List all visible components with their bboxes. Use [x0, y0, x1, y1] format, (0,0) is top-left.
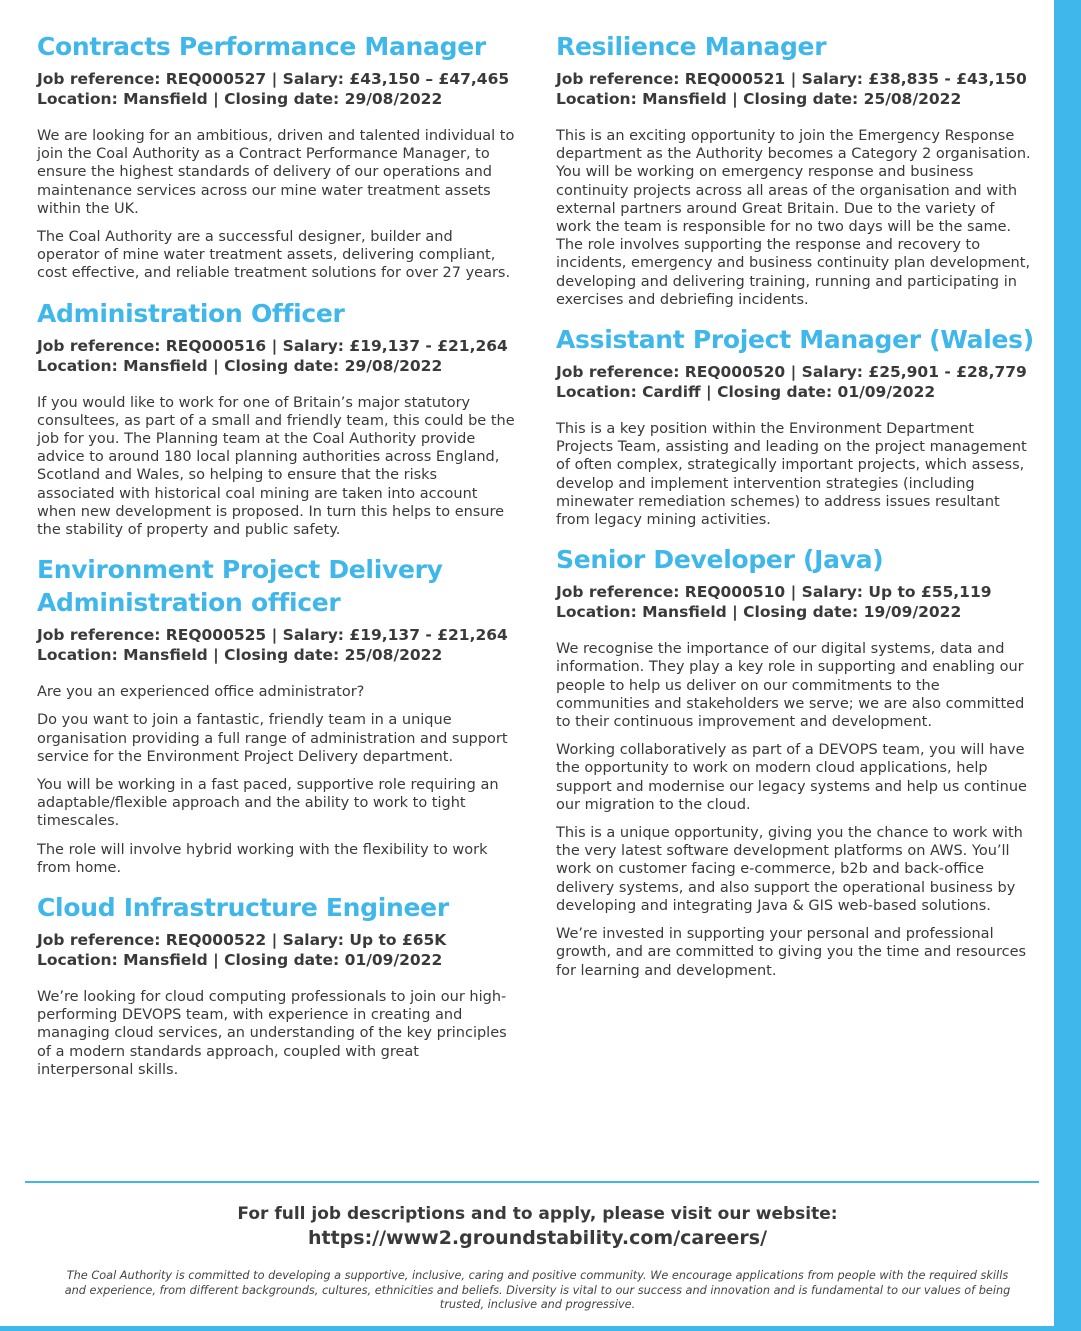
job-location-closing: Location: Mansfield | Closing date: 29/08/2022 [37, 90, 443, 108]
job-meta [556, 582, 1034, 622]
diversity-statement: The Coal Authority is committed to developing a supportive, inclusive, caring and positive community. We encourage applications from people with the required skills and experience, from different backgrounds, cultures, ethnicities and beliefs. Diversity is vital to our success and innovation and is fundamental to our values of being trusted, inclusive and progressive. [64, 1269, 1011, 1311]
job-reference-salary: Job reference: REQ000520 | Salary: £25,901 - £28,779 [556, 363, 1027, 382]
job-title: Contracts Performance Manager [37, 32, 486, 61]
job-location-closing: Location: Mansfield | Closing date: 29/08/2022 [37, 356, 443, 375]
job-title: Administration Officer [37, 298, 345, 328]
job-environment-project-delivery-admin [37, 553, 515, 877]
job-reference-salary: Job reference: REQ000522 | Salary: Up to £65K [37, 931, 447, 950]
job-title: Senior Developer (Java) [556, 545, 884, 575]
job-description: We recognise the importance of our digital systems, data and information. They play a key role in supporting and enabling our people to help us deliver on our commitments to the communities and stakeholders we serve; we are also committed to their continuous improvement and development. [556, 641, 1025, 731]
job-location-closing: Location: Mansfield | Closing date: 01/09/2022 [37, 951, 443, 970]
job-description: Are you an experienced office administrator? [37, 684, 365, 701]
footer-divider [25, 1181, 1039, 1183]
job-title: Resilience Manager [556, 32, 827, 61]
job-meta [37, 930, 515, 970]
job-location-closing: Location: Mansfield | Closing date: 25/08/2022 [556, 90, 962, 108]
job-description: Do you want to join a fantastic, friendly team in a unique organisation providing a full range of administration and support service for the Environment Project Delivery department. [37, 712, 508, 765]
job-meta [37, 69, 515, 109]
job-title: Assistant Project Manager (Wales) [556, 325, 1034, 355]
job-reference-salary: Job reference: REQ000521 | Salary: £38,835 - £43,150 [556, 70, 1027, 88]
job-location-closing: Location: Mansfield | Closing date: 19/09/2022 [556, 603, 962, 622]
job-assistant-project-manager-wales [556, 323, 1034, 529]
job-description: We’re looking for cloud computing professionals to join our high-performing DEVOPS team, with experience in creating and managing cloud services, an understanding of the key principles of a modern standards approach, coupled with great interpersonal skills. [37, 989, 507, 1078]
job-meta [556, 69, 1034, 109]
right-column [556, 30, 1034, 994]
job-description: If you would like to work for one of Britain’s major statutory consultees, as part of a small and friendly team, this could be the job for you. The Planning team at the Coal Authority provide advice to around 180 local planning authorities across England, Scotland and Wales, so helping to ensure that the risks associated with historical coal mining are taken into account when new development is proposed. In turn this helps to ensure the stability of property and public safety. [37, 394, 515, 539]
job-description: This is a unique opportunity, giving you the chance to work with the very latest software development platforms on AWS. You’ll work on customer facing e-commerce, b2b and back-office delivery systems, and also support the operational business by developing and integrating Java & GIS web-based solutions. [556, 825, 1023, 914]
job-description: The role will involve hybrid working with the flexibility to work from home. [37, 841, 488, 876]
apply-instruction: For full job descriptions and to apply, please visit our website: [237, 1204, 838, 1224]
job-description: This is a key position within the Environment Department Projects Team, assisting and leading on the project management of often complex, strategically important projects, which assess, develop and implement intervention strategies (including minewater remediation schemes) to address issues resultant from legacy mining activities. [556, 421, 1027, 529]
job-reference-salary: Job reference: REQ000516 | Salary: £19,137 - £21,264 [37, 336, 508, 355]
job-meta [556, 362, 1034, 402]
job-location-closing: Location: Cardiff | Closing date: 01/09/2022 [556, 383, 936, 402]
job-description: This is an exciting opportunity to join the Emergency Response department as the Authority becomes a Category 2 organisation. You will be working on emergency response and business continuity projects across all areas of the organisation and with external partners around Great Britain. Due to the variety of work the team is responsible for no two days will be the same. The role involves supporting the response and recovery to incidents, emergency and business continuity plan development, developing and delivering training, running and participating in exercises and debriefing incidents. [556, 128, 1031, 308]
job-description: The Coal Authority are a successful designer, builder and operator of mine water treatment assets, delivering compliant, cost effective, and reliable treatment solutions for over 27 years. [37, 229, 511, 282]
job-meta [37, 336, 515, 376]
job-administration-officer [37, 297, 515, 540]
job-cloud-infrastructure-engineer [37, 891, 515, 1079]
job-meta [37, 625, 515, 665]
job-description: You will be working in a fast paced, supportive role requiring an adaptable/flexible approach and the ability to work to tight timescales. [37, 777, 499, 830]
job-contracts-performance-manager [37, 30, 515, 283]
right-accent-bar [1054, 0, 1081, 1331]
left-column [37, 30, 515, 1093]
job-reference-salary: Job reference: REQ000510 | Salary: Up to £55,119 [556, 583, 992, 602]
job-reference-salary: Job reference: REQ000525 | Salary: £19,137 - £21,264 [37, 626, 508, 645]
job-title: Environment Project Delivery Administration officer [37, 555, 443, 618]
job-reference-salary: Job reference: REQ000527 | Salary: £43,150 – £47,465 [37, 70, 510, 88]
careers-url-link[interactable]: https://www2.groundstability.com/careers/ [307, 1227, 768, 1249]
job-resilience-manager [556, 30, 1034, 309]
job-description: We are looking for an ambitious, driven and talented individual to join the Coal Authority as a Contract Performance Manager, to ensure the highest standards of delivery of our operations and maintenance services across our mine water treatment assets within the UK. [37, 128, 515, 217]
job-title: Cloud Infrastructure Engineer [37, 893, 449, 923]
job-senior-developer-java [556, 543, 1034, 979]
job-location-closing: Location: Mansfield | Closing date: 25/08/2022 [37, 646, 443, 665]
job-description: We’re invested in supporting your personal and professional growth, and are committed to giving you the time and resources for learning and development. [556, 926, 1027, 979]
job-description: Working collaboratively as part of a DEVOPS team, you will have the opportunity to work on modern cloud applications, help support and modernise our legacy systems and help us continue our migration to the cloud. [556, 742, 1027, 813]
bottom-accent-bar [0, 1326, 1081, 1331]
